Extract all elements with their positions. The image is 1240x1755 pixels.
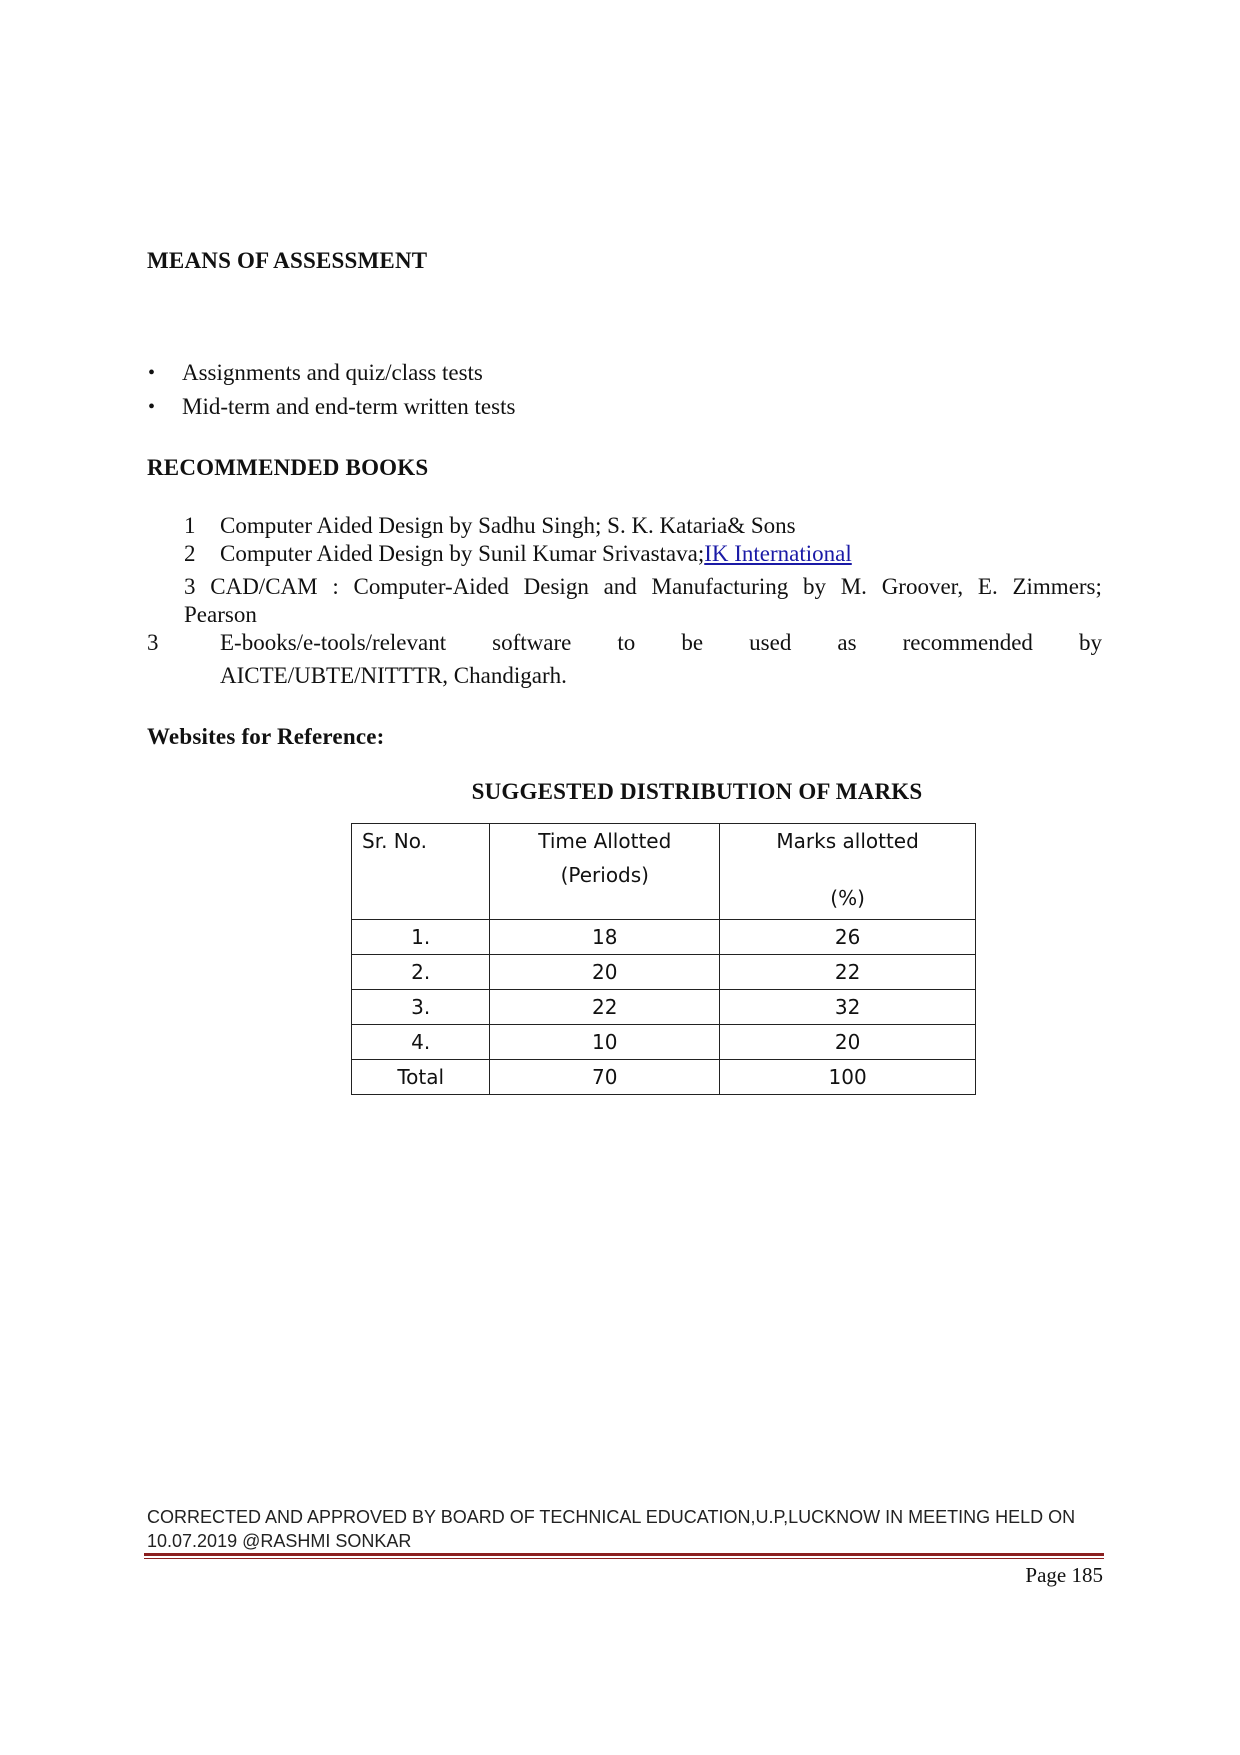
cell-marks: 32 xyxy=(720,990,976,1025)
header-line: Marks allotted xyxy=(776,829,919,853)
cell-time: 20 xyxy=(490,955,720,990)
websites-heading: Websites for Reference: xyxy=(147,724,385,749)
book-number: 2 xyxy=(184,541,196,566)
col-sr-no: Sr. No. xyxy=(352,824,490,920)
word: to xyxy=(617,630,636,655)
cell-sr: 3. xyxy=(352,990,490,1025)
word: as xyxy=(837,630,857,655)
approval-note-line: CORRECTED AND APPROVED BY BOARD OF TECHNICAL EDUCATION,U.P,LUCKNOW IN MEETING HELD ON xyxy=(147,1507,1076,1527)
book-item-3-line1 xyxy=(184,573,1102,601)
book-text: Computer Aided Design by Sadhu Singh; S. K. Kataria& Sons xyxy=(220,513,796,538)
col-time-allotted xyxy=(490,824,720,920)
cell-marks: 22 xyxy=(720,955,976,990)
word: by xyxy=(802,574,826,599)
cell-time: 18 xyxy=(490,920,720,955)
table-row xyxy=(352,1025,976,1060)
cell-marks: 20 xyxy=(720,1025,976,1060)
header-line: Time Allotted xyxy=(538,829,672,853)
cell-marks: 100 xyxy=(720,1060,976,1095)
publisher-link[interactable]: IK International xyxy=(704,541,852,566)
word: software xyxy=(492,630,572,655)
assessment-heading: MEANS OF ASSESSMENT xyxy=(147,248,428,273)
page-number: Page 185 xyxy=(1025,1563,1103,1587)
marks-table xyxy=(351,823,976,1095)
book-item-4-line1 xyxy=(220,629,1102,657)
assessment-list xyxy=(148,356,515,424)
approval-note xyxy=(147,1505,1097,1553)
book-item-4-line2: AICTE/UBTE/NITTTR, Chandigarh. xyxy=(220,663,567,688)
footer-divider-thin xyxy=(144,1558,1104,1559)
list-item: • Assignments and quiz/class tests xyxy=(148,356,515,390)
word: Computer-Aided xyxy=(353,574,509,599)
word: by xyxy=(1078,630,1102,655)
header-line: (Periods) xyxy=(560,863,649,887)
word: E. xyxy=(977,574,998,599)
list-item: • Mid-term and end-term written tests xyxy=(148,390,515,424)
book-item-4-number: 3 xyxy=(147,630,159,655)
word: and xyxy=(603,574,637,599)
cell-sr: 1. xyxy=(352,920,490,955)
cell-time: 70 xyxy=(490,1060,720,1095)
table-header-row xyxy=(352,824,976,920)
table-total-row xyxy=(352,1060,976,1095)
table-row xyxy=(352,990,976,1025)
word: Groover, xyxy=(881,574,964,599)
word: Manufacturing xyxy=(651,574,789,599)
cell-sr: Total xyxy=(352,1060,490,1095)
cell-sr: 2. xyxy=(352,955,490,990)
cell-marks: 26 xyxy=(720,920,976,955)
word: be xyxy=(681,630,704,655)
book-text: Computer Aided Design by Sunil Kumar Srivastava; xyxy=(220,541,705,566)
col-marks-allotted xyxy=(720,824,976,920)
book-number: 1 xyxy=(184,513,196,538)
cell-time: 10 xyxy=(490,1025,720,1060)
word: E-books/e-tools/relevant xyxy=(220,630,447,655)
word: recommended xyxy=(902,630,1033,655)
cell-time: 22 xyxy=(490,990,720,1025)
header-line: (%) xyxy=(830,886,865,910)
table-row xyxy=(352,920,976,955)
word: CAD/CAM xyxy=(210,574,318,599)
approval-note-line: 10.07.2019 @RASHMI SONKAR xyxy=(147,1531,412,1551)
word: Design xyxy=(523,574,589,599)
marks-table-title: SUGGESTED DISTRIBUTION OF MARKS xyxy=(471,779,923,804)
book-item-3-line2: Pearson xyxy=(184,602,257,627)
word: M. xyxy=(840,574,867,599)
word: : xyxy=(332,574,339,599)
footer-divider xyxy=(144,1553,1104,1556)
word: used xyxy=(749,630,792,655)
book-item-2 xyxy=(184,540,852,568)
book-item-1 xyxy=(184,512,796,540)
table-row xyxy=(352,955,976,990)
books-heading: RECOMMENDED BOOKS xyxy=(147,455,429,480)
word: Zimmers; xyxy=(1012,574,1102,599)
cell-sr: 4. xyxy=(352,1025,490,1060)
word: 3 xyxy=(184,574,196,599)
